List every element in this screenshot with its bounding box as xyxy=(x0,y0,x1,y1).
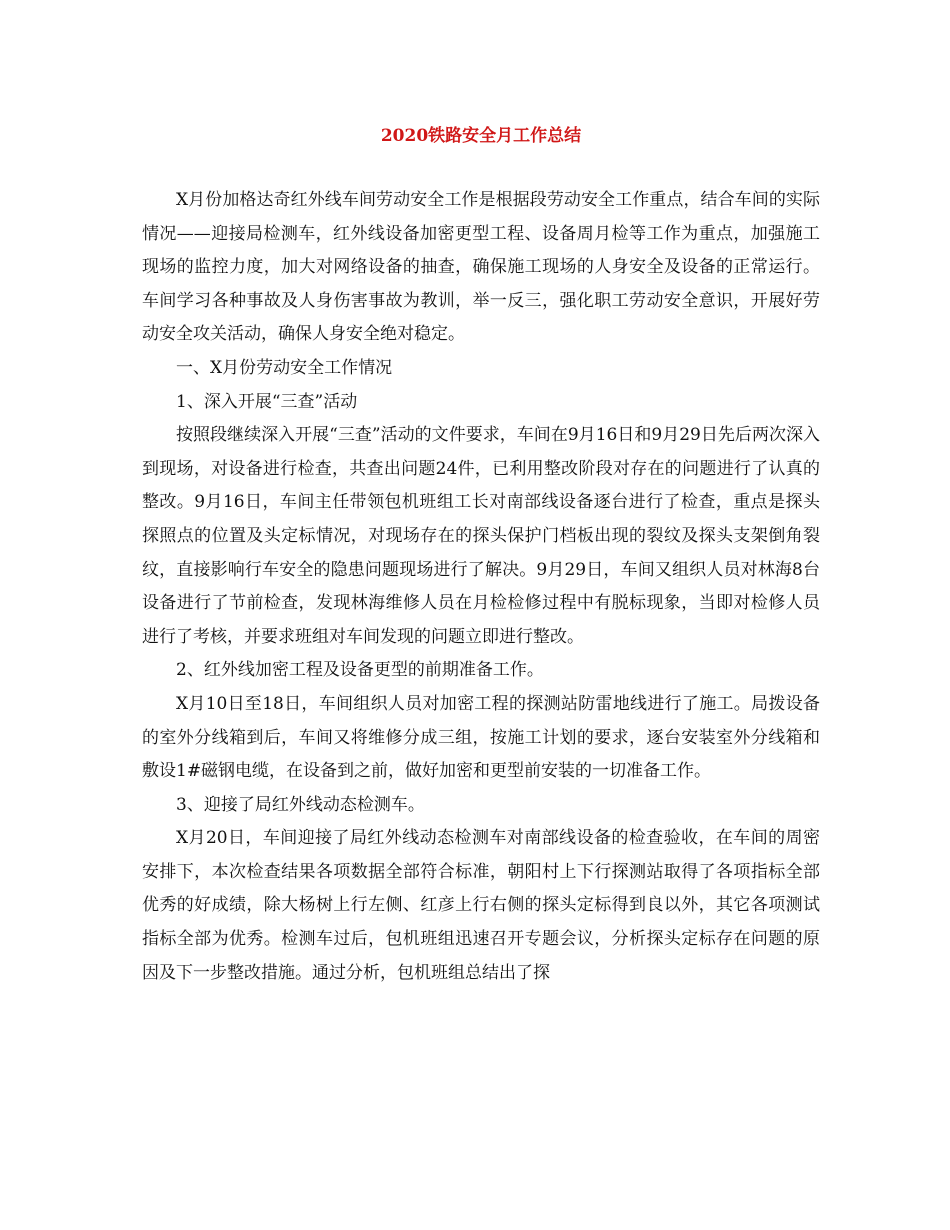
document-title: 2020铁路安全月工作总结 xyxy=(380,126,582,146)
section-heading-1: 一、X月份劳动安全工作情况 xyxy=(176,357,393,378)
subheading-3: 3、迎接了局红外线动态检测车。 xyxy=(176,794,425,815)
paragraph-intro: X月份加格达奇红外线车间劳动安全工作是根据段劳动安全工作重点，结合车间的实际情况——迎接局检测车，红外线设备加密更型工程、设备周月检等工作为重点，加强施工现场的监控力度，加大对网络设备的抽查，确保施工现场的人身安全及设备的正常运行。车间学习各种事故及人身伤害事故为教训，举一反三，强化职工劳动安全意识，开展好劳动安全攻关活动，确保人身安全绝对稳定。 xyxy=(142,190,820,345)
paragraph-2: X月10日至18日，车间组织人员对加密工程的探测站防雷地线进行了施工。局拨设备的室外分线箱到后，车间又将维修分成三组，按施工计划的要求，逐台安装室外分线箱和敷设1#磁钢电缆，在设备到之前，做好加密和更型前安装的一切准备工作。 xyxy=(142,693,820,782)
paragraph-3: X月20日，车间迎接了局红外线动态检测车对南部线设备的检查验收，在车间的周密安排下，本次检查结果各项数据全部符合标准，朝阳村上下行探测站取得了各项指标全部优秀的好成绩，除大杨树上行左侧、红彦上行右侧的探头定标得到良以外，其它各项测试指标全部为优秀。检测车过后，包机班组迅速召开专题会议，分析探头定标存在问题的原因及下一步整改措施。通过分析，包机班组总结出了探 xyxy=(142,828,820,983)
subheading-2: 2、红外线加密工程及设备更型的前期准备工作。 xyxy=(176,660,544,681)
subheading-1: 1、深入开展“三查”活动 xyxy=(176,391,358,412)
paragraph-1: 按照段继续深入开展“三查”活动的文件要求，车间在9月16日和9月29日先后两次深入到现场，对设备进行检查，共查出问题24件，已利用整改阶段对存在的问题进行了认真的整改。9月16日，车间主任带领包机班组工长对南部线设备逐台进行了检查，重点是探头探照点的位置及头定标情况，对现场存在的探头保护门档板出现的裂纹及探头支架倒角裂纹，直接影响行车安全的隐患问题现场进行了解决。9月29日，车间又组织人员对林海8台设备进行了节前检查，发现林海维修人员在月检检修过程中有脱标现象，当即对检修人员进行了考核，并要求班组对车间发现的问题立即进行整改。 xyxy=(142,425,820,647)
